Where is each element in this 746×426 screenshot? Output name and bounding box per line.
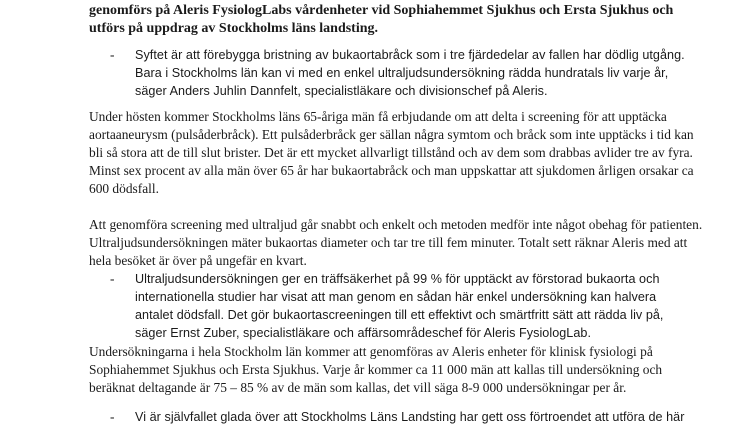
quote-anders-juhlin-dannfelt: Syftet är att förebygga bristning av bukaortabråck som i tre fjärdedelar av fallen har dödlig utgång. Bara i Stockholms län kan vi med en enkel ultraljudsundersökning rädda hundratals liv varje år, säger Anders Juhlin Dannfelt, specialistläkare och divisionschef på Aleris.: [135, 48, 685, 98]
body-paragraph-ultrasound-method: Att genomföra screening med ultraljud går snabbt och enkelt och metoden medför inte något obehag för patienten. Ultraljudsundersökningen mäter bukaortas diameter och tar tre till fem minuter. Totalt sett räknar Aleris med att hela besöket är över på ungefär en kvart.: [89, 217, 703, 268]
bullet-marker: -: [110, 271, 115, 286]
bullet-marker: -: [110, 409, 115, 424]
lead-paragraph: genomförs på Aleris FysiologLabs vårdenheter vid Sophiahemmet Sjukhus och Ersta Sjukhus och utförs på uppdrag av Stockholms läns landsting.: [89, 3, 674, 36]
quote-truncated: Vi är självfallet glada över att Stockholms Läns Landsting har gett oss förtroendet att utföra de här: [135, 410, 685, 424]
body-paragraph-examination-locations: Undersökningarna i hela Stockholm län kommer att genomföras av Aleris enheter för klinisk fysiologi på Sophiahemmet Sjukhus och Ersta Sjukhus. Varje år kommer ca 11 000 män att kallas till undersökning och beräknat deltagande är 75 – 85 % av de män som kallas, det vill säga 8-9 000 undersökningar per år.: [89, 344, 663, 395]
body-paragraph-screening-intro: Under hösten kommer Stockholms läns 65-åriga män få erbjudande om att delta i screening för att upptäcka aortaaneurysm (pulsåderbråck). Ett pulsåderbråck ger sällan några symtom och bråck som inte upptäcks i tid kan bli så stora att de till slut brister. Det är ett mycket allvarligt tillstånd och av dem som drabbas avlider tre av fyra. Minst sex procent av alla män över 65 år har bukaortabråck och man uppskattar att sjukdomen årligen orsakar ca 600 dödsfall.: [89, 109, 694, 196]
bullet-marker: -: [110, 47, 115, 62]
quote-ernst-zuber: Ultraljudsundersökningen ger en träffsäkerhet på 99 % för upptäckt av förstorad bukaorta och internationella studier har visat att man genom en sådan här enkel undersökning kan halvera antalet dödsfall. Det gör bukaortascreeningen till ett effektivt och smärtfritt sätt att rädda liv på, säger Ernst Zuber, specialistläkare och affärsområdeschef för Aleris FysiologLab.: [135, 272, 664, 340]
